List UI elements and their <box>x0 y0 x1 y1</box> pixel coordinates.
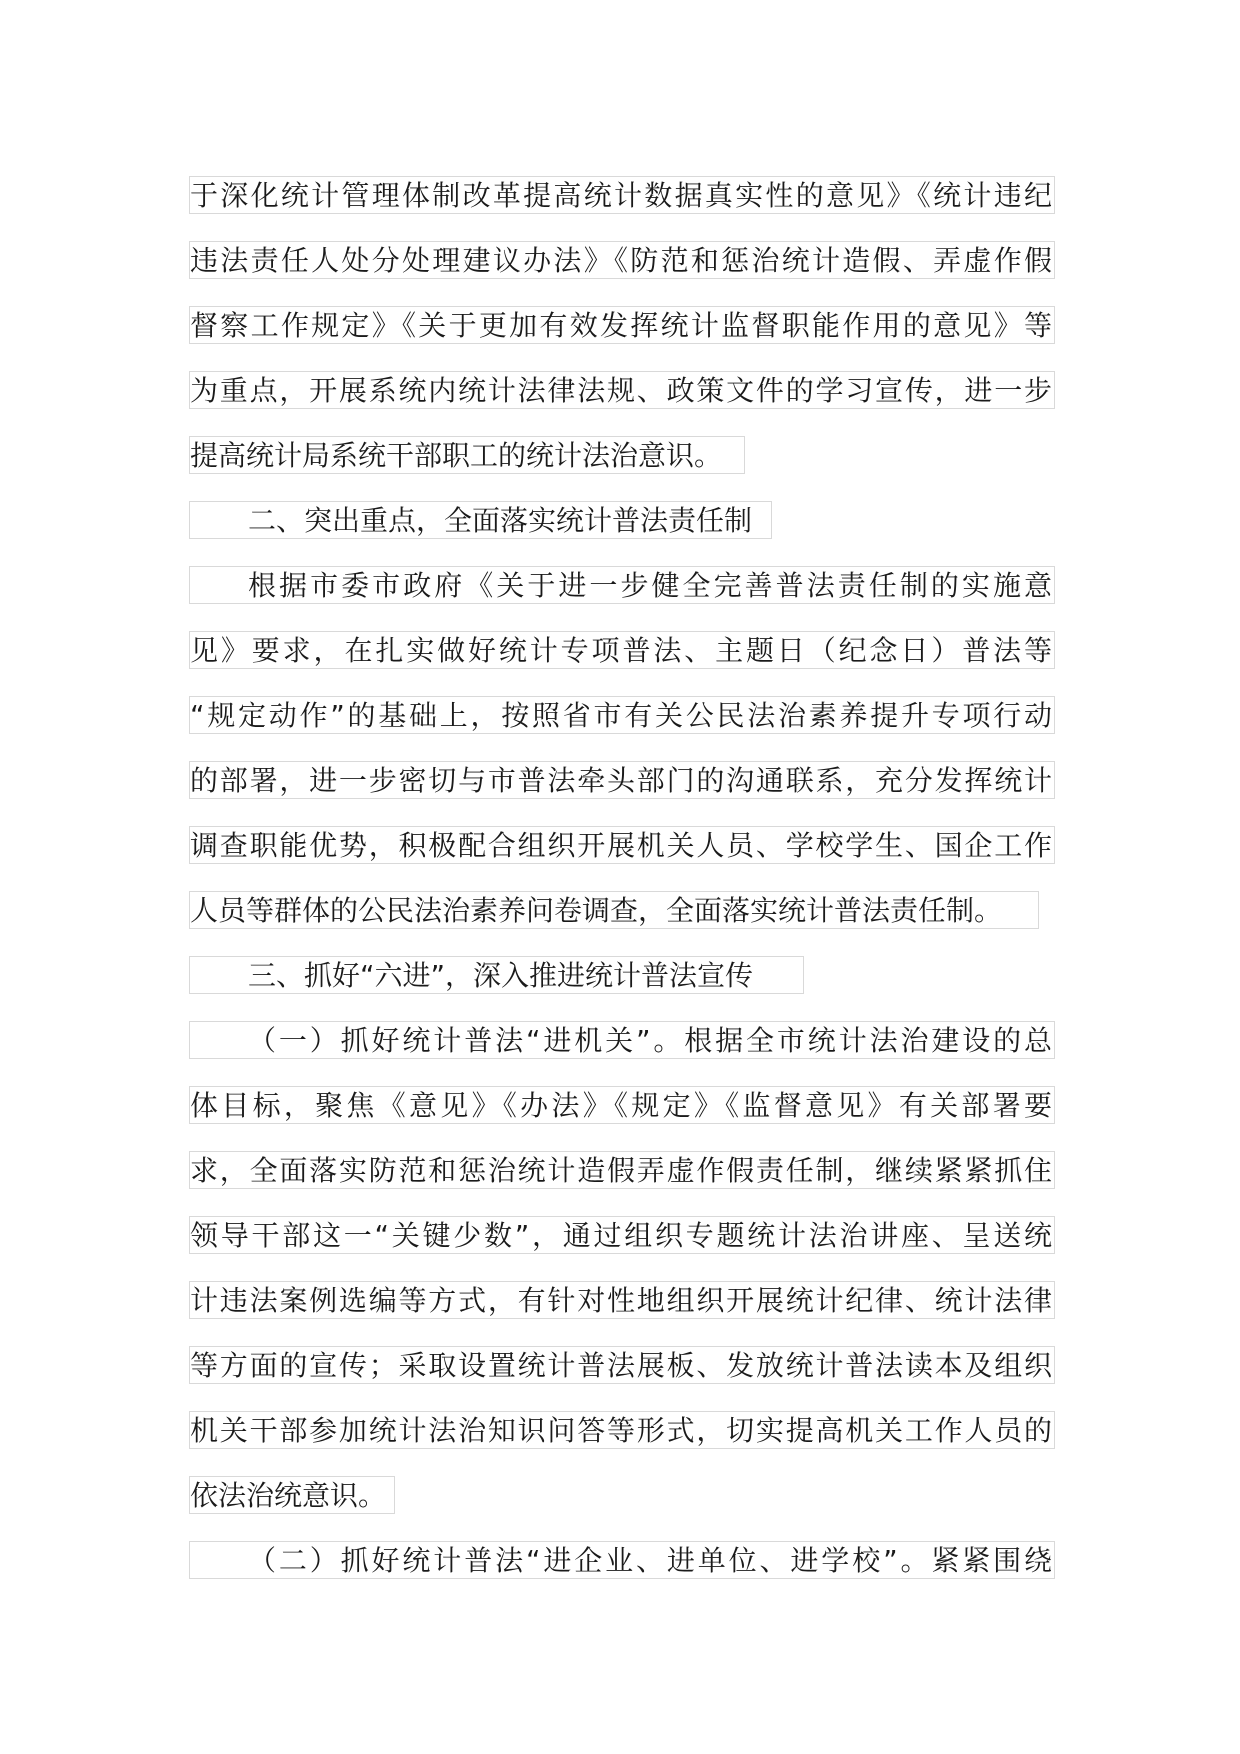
paragraph-first-line: （二）抓好统计普法“进企业、进单位、进学校”。紧紧围绕 <box>189 1541 1055 1579</box>
text-line: 求，全面落实防范和惩治统计造假弄虚作假责任制，继续紧紧抓住 <box>189 1151 1055 1189</box>
text-line: 于深化统计管理体制改革提高统计数据真实性的意见》《统计违纪 <box>189 176 1055 214</box>
text-line: 等方面的宣传；采取设置统计普法展板、发放统计普法读本及组织 <box>189 1346 1055 1384</box>
text-line: 督察工作规定》《关于更加有效发挥统计监督职能作用的意见》等 <box>189 306 1055 344</box>
paragraph-first-line: （一）抓好统计普法“进机关”。根据全市统计法治建设的总 <box>189 1021 1055 1059</box>
text-line: 依法治统意识。 <box>189 1476 395 1514</box>
paragraph-first-line: 根据市委市政府《关于进一步健全完善普法责任制的实施意 <box>189 566 1055 604</box>
text-line: 提高统计局系统干部职工的统计法治意识。 <box>189 436 745 474</box>
text-line: 为重点，开展系统内统计法律法规、政策文件的学习宣传，进一步 <box>189 371 1055 409</box>
text-line: 计违法案例选编等方式，有针对性地组织开展统计纪律、统计法律 <box>189 1281 1055 1319</box>
section-heading-3: 三、抓好“六进”，深入推进统计普法宣传 <box>189 956 804 994</box>
text-line: 调查职能优势，积极配合组织开展机关人员、学校学生、国企工作 <box>189 826 1055 864</box>
text-line: 领导干部这一“关键少数”，通过组织专题统计法治讲座、呈送统 <box>189 1216 1055 1254</box>
section-heading-2: 二、突出重点，全面落实统计普法责任制 <box>189 501 772 539</box>
text-line: 违法责任人处分处理建议办法》《防范和惩治统计造假、弄虚作假 <box>189 241 1055 279</box>
text-line: 的部署，进一步密切与市普法牵头部门的沟通联系，充分发挥统计 <box>189 761 1055 799</box>
text-line: 见》要求，在扎实做好统计专项普法、主题日（纪念日）普法等 <box>189 631 1055 669</box>
text-line: “规定动作”的基础上，按照省市有关公民法治素养提升专项行动 <box>189 696 1055 734</box>
text-line: 机关干部参加统计法治知识问答等形式，切实提高机关工作人员的 <box>189 1411 1055 1449</box>
text-line: 人员等群体的公民法治素养问卷调查，全面落实统计普法责任制。 <box>189 891 1039 929</box>
text-line: 体目标，聚焦《意见》《办法》《规定》《监督意见》有关部署要 <box>189 1086 1055 1124</box>
